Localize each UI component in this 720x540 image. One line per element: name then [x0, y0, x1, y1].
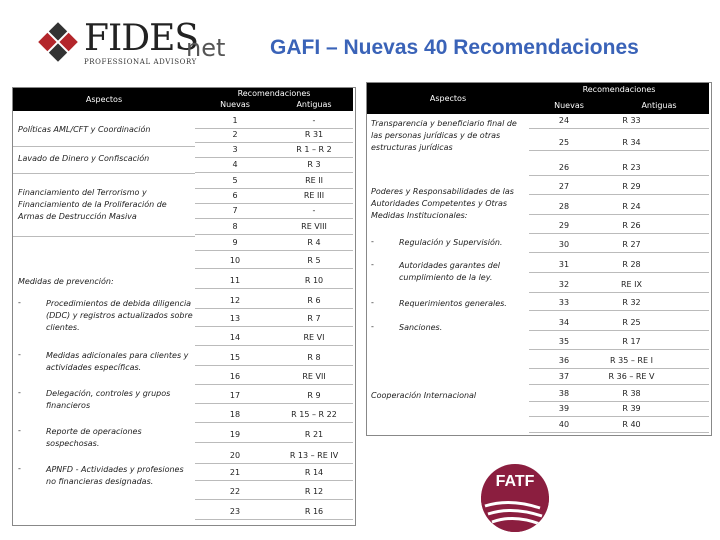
left-nuevas-3: 3 [232, 145, 238, 154]
right-antiguas-38: R 38 [622, 389, 641, 398]
left-antiguas-22: R 12 [304, 487, 324, 496]
right-nuevas-36: 36 [558, 356, 570, 365]
dash: - [18, 350, 21, 359]
right-nuevas-26: 26 [558, 163, 570, 172]
row-divider [195, 203, 353, 204]
left-antiguas-19: R 21 [304, 430, 324, 439]
right-nuevas-32: 32 [558, 280, 570, 289]
row-divider [195, 499, 353, 500]
row-divider [529, 272, 709, 273]
label-poderes-sub4: Sanciones. [399, 323, 443, 332]
left-antiguas-16: RE VII [302, 372, 326, 381]
left-nuevas-16: 16 [229, 372, 241, 381]
row-divider [195, 288, 353, 289]
dash: - [18, 388, 21, 397]
right-nuevas-28: 28 [558, 202, 570, 211]
fatf-emblem-icon [480, 446, 550, 536]
right-antiguas-28: R 24 [622, 202, 641, 211]
row-divider [529, 175, 709, 176]
right-nuevas-30: 30 [558, 240, 570, 249]
logo-suffix: net [186, 34, 226, 62]
left-nuevas-19: 19 [229, 430, 241, 439]
label-lavado: Lavado de Dinero y Confiscación [18, 154, 150, 163]
right-antiguas-27: R 29 [622, 182, 641, 191]
left-antiguas-23: R 16 [304, 507, 324, 516]
right-nuevas-24: 24 [558, 116, 570, 125]
left-nuevas-15: 15 [229, 353, 241, 362]
left-nuevas-4: 4 [232, 160, 238, 169]
label-poderes-sub2: Autoridades garantes del cumplimiento de la ley. [399, 261, 501, 282]
fidesnet-logo [36, 18, 226, 66]
label-cooperacion: Cooperación Internacional [371, 391, 477, 400]
right-nuevas-35: 35 [558, 337, 570, 346]
left-nuevas-9: 9 [232, 238, 238, 247]
row-divider [529, 292, 709, 293]
row-divider [195, 480, 353, 481]
left-nuevas-8: 8 [232, 222, 238, 231]
left-nuevas-10: 10 [229, 256, 241, 265]
row-divider [529, 401, 709, 402]
left-antiguas-12: R 6 [307, 296, 321, 305]
left-antiguas-4: R 3 [307, 160, 321, 169]
right-antiguas-39: R 39 [622, 404, 641, 413]
row-divider [195, 422, 353, 423]
row-divider [529, 233, 709, 234]
right-antiguas-25: R 34 [622, 138, 641, 147]
right-antiguas-40: R 40 [622, 420, 641, 429]
left-antiguas-18: R 15 – R 22 [291, 410, 337, 419]
row-divider [195, 442, 353, 443]
row-divider [195, 326, 353, 327]
dash: - [18, 298, 21, 307]
row-divider [195, 384, 353, 385]
left-antiguas-21: R 14 [304, 468, 324, 477]
label-poderes: Poderes y Responsabilidades de las Autoridades Competentes y Otras Medidas Institucionales: [371, 187, 514, 220]
row-divider [529, 432, 709, 433]
right-nuevas-27: 27 [558, 182, 570, 191]
left-nuevas-18: 18 [229, 410, 241, 419]
label-medidas-sub2: Medidas adicionales para clientes y actividades específicas. [46, 351, 189, 372]
left-nuevas-2: 2 [232, 130, 238, 139]
dash: - [371, 260, 374, 269]
left-nuevas-12: 12 [229, 296, 241, 305]
right-rec-header: Recomendaciones [529, 83, 709, 97]
page-title: GAFI – Nuevas 40 Recomendaciones [270, 36, 639, 59]
row-divider [195, 268, 353, 269]
label-medidas-sub1: Procedimientos de debida diligencia (DDC) y registros actualizados sobre clientes. [46, 299, 193, 332]
right-antiguas-26: R 23 [622, 163, 641, 172]
row-divider [195, 188, 353, 189]
right-antiguas-29: R 26 [622, 221, 641, 230]
right-antiguas-24: R 33 [622, 116, 641, 125]
row-divider [529, 128, 709, 129]
row-divider [529, 252, 709, 253]
right-nuevas-39: 39 [558, 404, 570, 413]
label-medidas-sub4: Reporte de operaciones sospechosas. [46, 427, 142, 448]
left-nuevas-5: 5 [232, 176, 238, 185]
right-nuevas-25: 25 [558, 138, 570, 147]
left-nuevas-7: 7 [232, 206, 238, 215]
left-antiguas-8: RE VIII [301, 222, 327, 231]
row-divider [195, 142, 353, 143]
left-nuevas-13: 13 [229, 314, 241, 323]
row-divider [529, 349, 709, 350]
dash: - [18, 426, 21, 435]
label-poderes-sub3: Requerimientos generales. [399, 299, 507, 308]
left-nuevas-22: 22 [229, 487, 241, 496]
label-financiamiento: Financiamiento del Terrorismo y Financiamiento de la Proliferación de Armas de Destrucción Masiva [18, 188, 167, 221]
left-nuevas-21: 21 [229, 468, 241, 477]
row-divider [195, 172, 353, 173]
label-medidas: Medidas de prevención: [18, 277, 114, 286]
left-antiguas-2: R 31 [304, 130, 324, 139]
left-nuevas-23: 23 [229, 507, 241, 516]
logo-tagline: PROFESSIONAL ADVISORY [84, 58, 197, 66]
left-antiguas-3: R 1 – R 2 [296, 145, 332, 154]
right-antiguas-32: RE IX [621, 280, 642, 289]
logo-diamond-icon [36, 20, 80, 64]
row-divider [195, 365, 353, 366]
dash: - [371, 237, 374, 246]
left-rec-header: Recomendaciones [195, 88, 353, 99]
left-antiguas-17: R 9 [307, 391, 321, 400]
right-nuevas-31: 31 [558, 260, 570, 269]
row-divider [529, 194, 709, 195]
label-medidas-sub3: Delegación, controles y grupos financieros [46, 389, 171, 410]
left-antiguas-10: R 5 [307, 256, 321, 265]
left-antiguas-14: RE VI [303, 333, 325, 342]
left-nuevas-14: 14 [229, 333, 241, 342]
row-divider [195, 234, 353, 235]
row-divider [195, 463, 353, 464]
left-antiguas-9: R 4 [307, 238, 321, 247]
row-divider [529, 368, 709, 369]
right-nuevas-38: 38 [558, 389, 570, 398]
left-antiguas-13: R 7 [307, 314, 321, 323]
left-nuevas-6: 6 [232, 191, 238, 200]
left-antiguas-1: - [312, 116, 316, 125]
dash: - [371, 322, 374, 331]
row-divider [529, 150, 709, 151]
right-antiguas-37: R 36 – RE V [608, 372, 655, 381]
logo-word: FIDES [84, 18, 199, 59]
row-divider [529, 330, 709, 331]
fatf-label: FATF [495, 473, 535, 490]
row-divider [195, 403, 353, 404]
label-poderes-sub1: Regulación y Supervisión. [399, 238, 503, 247]
dash: - [18, 464, 21, 473]
right-nuevas-29: 29 [558, 221, 570, 230]
right-nuevas-37: 37 [558, 372, 570, 381]
fatf-logo [480, 446, 550, 536]
left-nuevas-17: 17 [229, 391, 241, 400]
right-nuevas-34: 34 [558, 318, 570, 327]
right-col-nuevas: Nuevas [529, 97, 609, 114]
right-antiguas-31: R 28 [622, 260, 641, 269]
left-nuevas-1: 1 [232, 116, 238, 125]
right-antiguas-35: R 17 [622, 337, 641, 346]
left-antiguas-20: R 13 – RE IV [289, 451, 339, 460]
row-divider [529, 384, 709, 385]
right-antiguas-36: R 35 – RE I [610, 356, 653, 365]
row-divider [195, 128, 353, 129]
left-col-antiguas: Antiguas [275, 99, 353, 111]
left-nuevas-11: 11 [229, 276, 241, 285]
right-antiguas-34: R 25 [622, 318, 641, 327]
left-antiguas-15: R 8 [307, 353, 321, 362]
label-medidas-sub5: APNFD - Actividades y profesiones no financieras designadas. [46, 465, 184, 486]
right-col-antiguas: Antiguas [609, 97, 709, 114]
left-antiguas-7: - [312, 206, 316, 215]
row-divider [529, 214, 709, 215]
left-nuevas-20: 20 [229, 451, 241, 460]
row-divider [195, 519, 353, 520]
row-divider [195, 157, 353, 158]
row-divider [195, 218, 353, 219]
right-nuevas-40: 40 [558, 420, 570, 429]
label-transparencia: Transparencia y beneficiario final de las personas jurídicas y de otras estructuras jurídicas [371, 119, 517, 152]
row-divider [195, 345, 353, 346]
row-divider [529, 310, 709, 311]
dash: - [371, 298, 374, 307]
left-antiguas-5: RE II [305, 176, 323, 185]
left-antiguas-11: R 10 [304, 276, 324, 285]
label-politicas: Políticas AML/CFT y Coordinación [18, 125, 151, 134]
row-divider [529, 416, 709, 417]
left-col-nuevas: Nuevas [195, 99, 275, 111]
right-aspectos-header: Aspectos [367, 83, 529, 114]
right-nuevas-33: 33 [558, 298, 570, 307]
left-antiguas-6: RE III [303, 191, 325, 200]
row-divider [195, 250, 353, 251]
right-antiguas-30: R 27 [622, 240, 641, 249]
right-antiguas-33: R 32 [622, 298, 641, 307]
left-aspectos-header: Aspectos [13, 88, 195, 111]
row-divider [195, 308, 353, 309]
